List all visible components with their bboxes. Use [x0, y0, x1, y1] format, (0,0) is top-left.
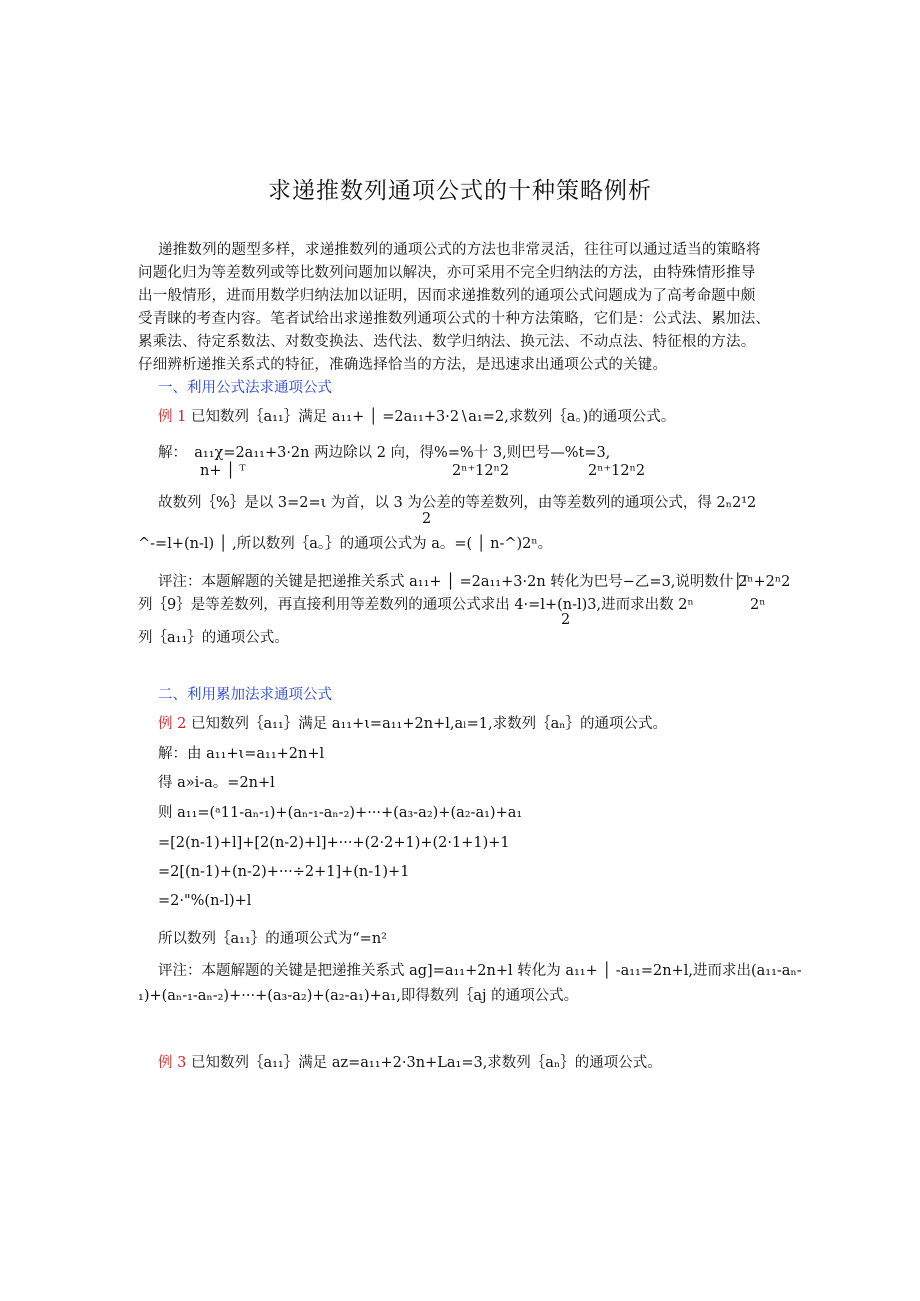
solution-line: ^-=l+(n-l) │ ,所以数列｛a。｝的通项公式为 a。=( │ n-^)2ⁿ。	[138, 536, 553, 552]
intro-line: 受青睐的考查内容。笔者试给出求递推数列通项公式的十种方法策略，它们是：公式法、累加法、	[138, 311, 771, 327]
comment-superscript: 2ⁿ	[750, 597, 766, 613]
result-line: 所以数列｛a₁₁｝的通项公式为“=n²	[158, 931, 387, 947]
solution-line: =2·"%(n-l)+l	[158, 893, 252, 909]
section-heading: 一、利用公式法求通项公式	[158, 380, 332, 396]
comment-line: 列｛9｝是等差数列，再直接利用等差数列的通项公式求出 4·=l+(n-l)3,进而求出数 2ⁿ	[138, 597, 694, 613]
solution-subscript: 2ⁿ⁺12ⁿ2	[452, 463, 510, 479]
comment-line: 评注：本题解题的关键是把递推关系式 a₁₁+ │ =2a₁₁+3·2n 转化为巴号−乙=3,说明数什│ᵀ	[158, 574, 749, 590]
comment-line: 评注：本题解题的关键是把递推关系式 ag]=a₁₁+2n+l 转化为 a₁₁+ │ -a₁₁=2n+l,进而求出(a₁₁-aₙ-	[158, 963, 802, 979]
solution-line: 解：由 a₁₁+ι=a₁₁+2n+l	[158, 746, 325, 762]
comment-superscript: 2ⁿ+2ⁿ2	[738, 574, 791, 590]
intro-line: 递推数列的题型多样，求递推数列的通项公式的方法也非常灵活，往往可以通过适当的策略将	[158, 242, 761, 258]
comment-line: ₁)+(aₙ-₁-aₙ-₂)+···+(a₃-a₂)+(a₂-a₁)+a₁,即得数列｛aj 的通项公式。	[138, 988, 579, 1004]
example-text: 已知数列｛a₁₁｝满足 a₁₁+ │ =2a₁₁+3·2∖a₁=2,求数列｛a。)的通项公式。	[190, 409, 676, 425]
solution-line: 解： a₁₁χ=2a₁₁+3·2n 两边除以 2 向，得%=%十 3,则巴号—%t=3,	[158, 445, 611, 461]
intro-line: 出一般情形，进而用数学归纳法加以证明，因而求递推数列的通项公式问题成为了高考命题中颇	[138, 288, 756, 304]
intro-line: 累乘法、待定系数法、对数变换法、迭代法、数学归纳法、换元法、不动点法、特征根的方法。	[138, 334, 756, 350]
page-title: 求递推数列通项公式的十种策略例析	[268, 178, 652, 204]
example-1	[158, 408, 675, 426]
fraction-denominator: 2	[561, 612, 571, 628]
example-label: 例 1	[158, 409, 187, 425]
section-heading: 二、利用累加法求通项公式	[158, 687, 332, 703]
intro-line: 仔细辨析递推关系式的特征，准确选择恰当的方法，是迅速求出通项公式的关键。	[138, 357, 668, 373]
example-3	[158, 1054, 662, 1072]
solution-subscript: 2ⁿ⁺12ⁿ2	[588, 463, 646, 479]
solution-subscript: n+ │ ᵀ	[200, 463, 246, 479]
comment-line: 列｛a₁₁｝的通项公式。	[138, 630, 289, 646]
fraction-denominator: 2	[422, 511, 432, 527]
solution-line: 得 a»i-a。=2n+l	[158, 775, 275, 791]
example-text: 已知数列｛a₁₁｝满足 az=a₁₁+2·3n+La₁=3,求数列｛aₙ｝的通项公式。	[190, 1055, 662, 1071]
example-label: 例 2	[158, 716, 187, 732]
solution-line: 故数列｛%｝是以 3=2=ι 为首，以 3 为公差的等差数列，由等差数列的通项公式，得 2ₙ2¹2	[158, 495, 757, 511]
example-label: 例 3	[158, 1055, 187, 1071]
example-text: 已知数列｛a₁₁｝满足 a₁₁+ι=a₁₁+2n+l,aₗ=1,求数列｛aₙ｝的通项公式。	[190, 716, 668, 732]
example-2	[158, 715, 667, 733]
intro-line: 问题化归为等差数列或等比数列问题加以解决，亦可采用不完全归纳法的方法，由特殊情形推导	[138, 265, 756, 281]
solution-line: 则 a₁₁=(ᵃ11-aₙ-₁)+(aₙ-₁-aₙ-₂)+···+(a₃-a₂)+(a₂-a₁)+a₁	[158, 805, 523, 821]
solution-line: =2[(n-1)+(n-2)+···÷2+1]+(n-1)+1	[158, 864, 410, 880]
solution-line: =[2(n-1)+l]+[2(n-2)+l]+···+(2·2+1)+(2·1+1)+1	[158, 835, 510, 851]
